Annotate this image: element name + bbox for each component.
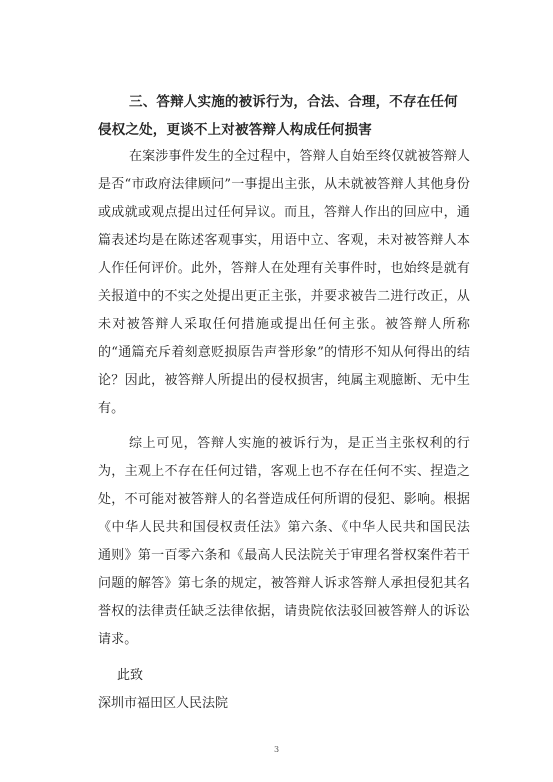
conclusion-paragraph: 综上可见，答辩人实施的被诉行为，是正当主张权利的行为，主观上不存在任何过错，客观上也不存在任何不实、捏造之处，不可能对被答辩人的名誉造成任何所谓的侵犯、影响。根据《中华人民共和国侵权责任法》第六条、《中华人民共和国民法通则》第一百零六条和《最高人民法院关于审理名誉权案件若干问题的解答》第七条的规定，被答辩人诉求答辩人承担侵犯其名誉权的法律责任缺乏法律依据，请贵院依法驳回被答辩人的诉讼请求。 xyxy=(98,436,470,647)
salutation: 此致 xyxy=(117,668,144,683)
recipient-court: 深圳市福田区人民法院 xyxy=(98,696,229,711)
section-heading: 三、答辩人实施的被诉行为，合法、合理，不存在任何侵权之处，更谈不上对被答辩人构成任何损害 xyxy=(98,94,458,138)
page-number: 3 xyxy=(273,745,280,754)
body-paragraph: 在案涉事件发生的全过程中，答辩人自始至终仅就被答辩人是否“市政府法律顾问”一事提出主张，从未就被答辩人其他身份或成就或观点提出过任何异议。而且，答辩人作出的回应中，通篇表述均是在陈述客观事实，用语中立、客观，未对被答辩人本人作任何评价。此外，答辩人在处理有关事件时，也始终是就有关报道中的不实之处提出更正主张，并要求被告二进行改正，从未对被答辩人采取任何措施或提出任何主张。被答辩人所称的“通篇充斥着刻意贬损原告声誉形象”的情形不知从何得出的结论？因此，被答辩人所提出的侵权损害，纯属主观臆断、无中生有。 xyxy=(98,149,470,416)
closing-block xyxy=(98,662,470,718)
